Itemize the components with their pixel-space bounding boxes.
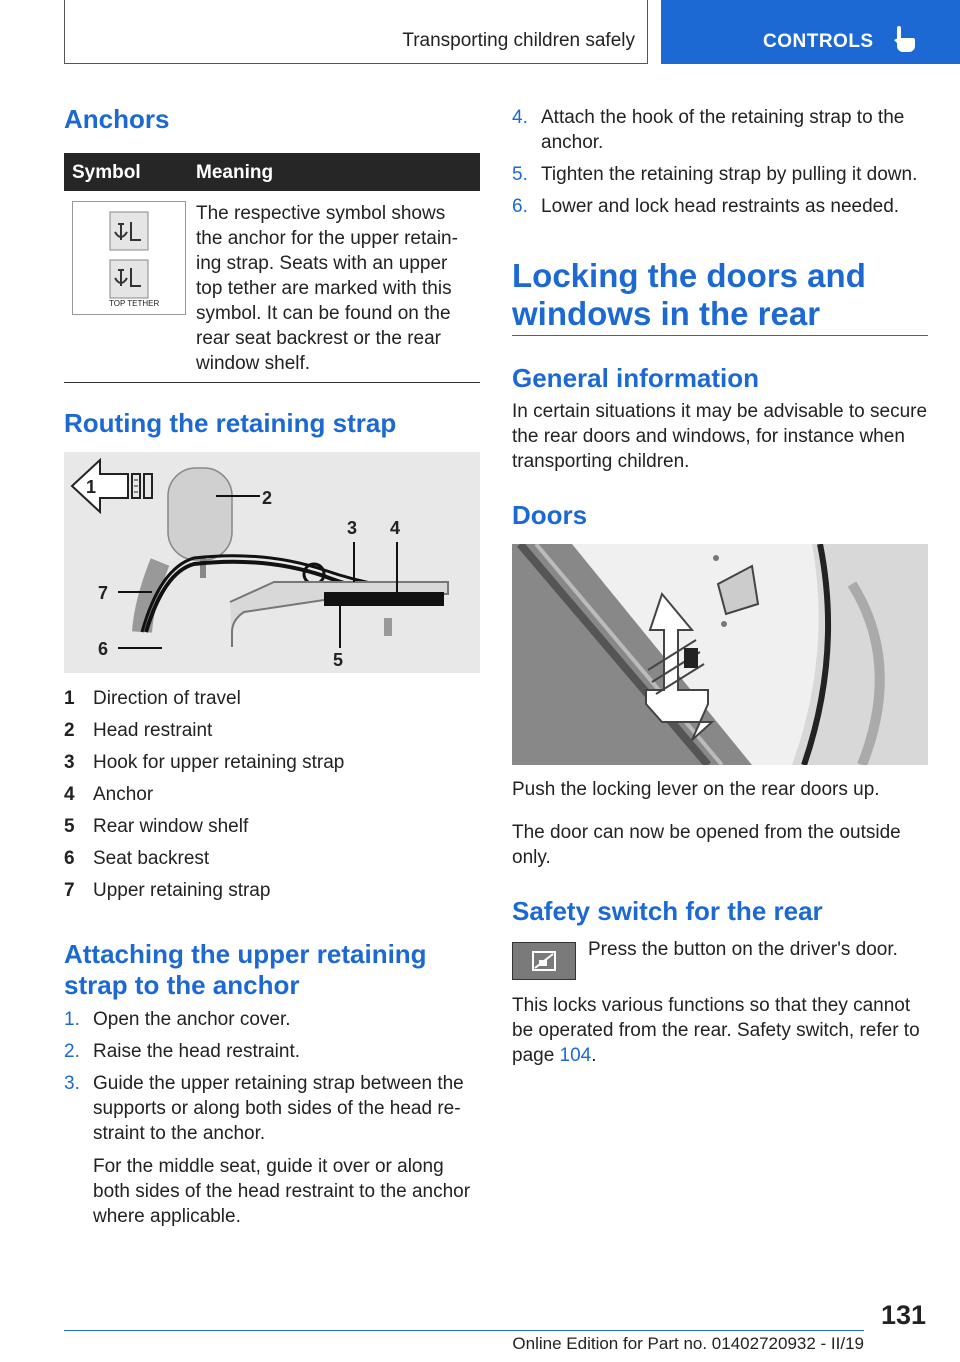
legend-item: 6 Seat backrest — [64, 848, 210, 869]
step-item: 5. Tighten the retaining strap by pulling it down. — [512, 164, 918, 185]
svg-text:4: 4 — [390, 518, 401, 538]
routing-legend — [64, 686, 480, 910]
safety-switch-text: Press the button on the driver's door. — [588, 939, 898, 960]
header-title-box — [64, 0, 648, 64]
legend-item: 1 Direction of travel — [64, 688, 241, 709]
window-lock-icon — [513, 943, 575, 979]
page-number: 131 — [880, 1300, 926, 1330]
header-chapter-tab[interactable] — [661, 0, 960, 64]
step-item: 1. Open the anchor cover. — [64, 1009, 291, 1030]
step-item: 4. Attach the hook of the retaining strap to the anchor. — [512, 107, 905, 153]
legend-item: 2 Head restraint — [64, 720, 213, 741]
safety-switch-heading: Safety switch for the rear — [512, 896, 823, 926]
step-item: 2. Raise the head restraint. — [64, 1041, 301, 1062]
legend-item: 5 Rear window shelf — [64, 816, 249, 837]
attach-heading: Attaching the upper retaining strap to the anchor — [64, 939, 427, 1000]
anchor-symbol-icon — [73, 202, 185, 314]
safety-switch-para: This locks various functions so that they cannot be operated from the rear. Safety switch, refer to page 104. — [512, 995, 920, 1066]
svg-text:6: 6 — [98, 639, 109, 659]
heading-rule — [512, 335, 928, 336]
routing-heading: Routing the retaining strap — [64, 408, 397, 438]
header-section-title: Transporting children safely — [402, 30, 635, 51]
doors-heading: Doors — [512, 500, 588, 530]
svg-text:3: 3 — [347, 518, 358, 538]
col-symbol: Symbol — [72, 162, 141, 183]
doors-text-2: The door can now be opened from the outside only. — [512, 822, 901, 868]
general-text: In certain situations it may be advisable to secure the rear doors and windows, for instance when transporting children. — [512, 401, 928, 472]
doors-text-1: Push the locking lever on the rear doors up. — [512, 779, 880, 800]
safety-switch-icon — [512, 942, 576, 980]
routing-strap-illustration — [64, 452, 480, 673]
footer-edition: Online Edition for Part no. 01402720932 - II/19 — [512, 1334, 864, 1353]
footer-rule — [64, 1330, 864, 1331]
step-item: 6. Lower and lock head restraints as needed. — [512, 196, 900, 217]
attach-steps — [64, 1007, 480, 1229]
anchors-heading: Anchors — [64, 104, 170, 134]
svg-text:1: 1 — [86, 477, 97, 497]
locking-heading: Locking the doors and windows in the rear — [512, 257, 866, 332]
chapter-label: CONTROLS — [763, 31, 874, 52]
svg-text:5: 5 — [333, 650, 344, 670]
svg-text:2: 2 — [262, 488, 273, 508]
legend-item: 3 Hook for upper retaining strap — [64, 752, 345, 773]
legend-item: 4 Anchor — [64, 784, 154, 805]
step-item: 3. Guide the upper retaining strap between the supports or along both sides of the head re-straint to the anchor. For the middle seat, guide it over or along both sides of the head restraint to the anchor where applicable. — [64, 1071, 480, 1229]
step-note: For the middle seat, guide it over or along both sides of the head restraint to the anchor where applicable. — [93, 1156, 471, 1227]
legend-item: 7 Upper retaining strap — [64, 880, 271, 901]
anchor-meaning-text: The respective symbol shows the anchor for the upper retain-ing strap. Seats with an upper top tether are marked with this symbol. It can be found on the rear seat backrest or the rear window shelf. — [196, 203, 458, 374]
door-lock-illustration — [512, 544, 928, 765]
table-divider — [64, 382, 480, 383]
symbol-table-header — [64, 153, 480, 191]
col-meaning: Meaning — [196, 162, 274, 183]
anchor-symbol-image — [72, 201, 186, 315]
page-link[interactable]: 104 — [559, 1045, 592, 1066]
pointing-hand-icon — [893, 24, 917, 54]
top-tether-label: TOP TETHER — [109, 299, 160, 308]
attach-steps-continued — [512, 105, 928, 219]
svg-text:7: 7 — [98, 583, 109, 603]
general-heading: General information — [512, 363, 760, 393]
